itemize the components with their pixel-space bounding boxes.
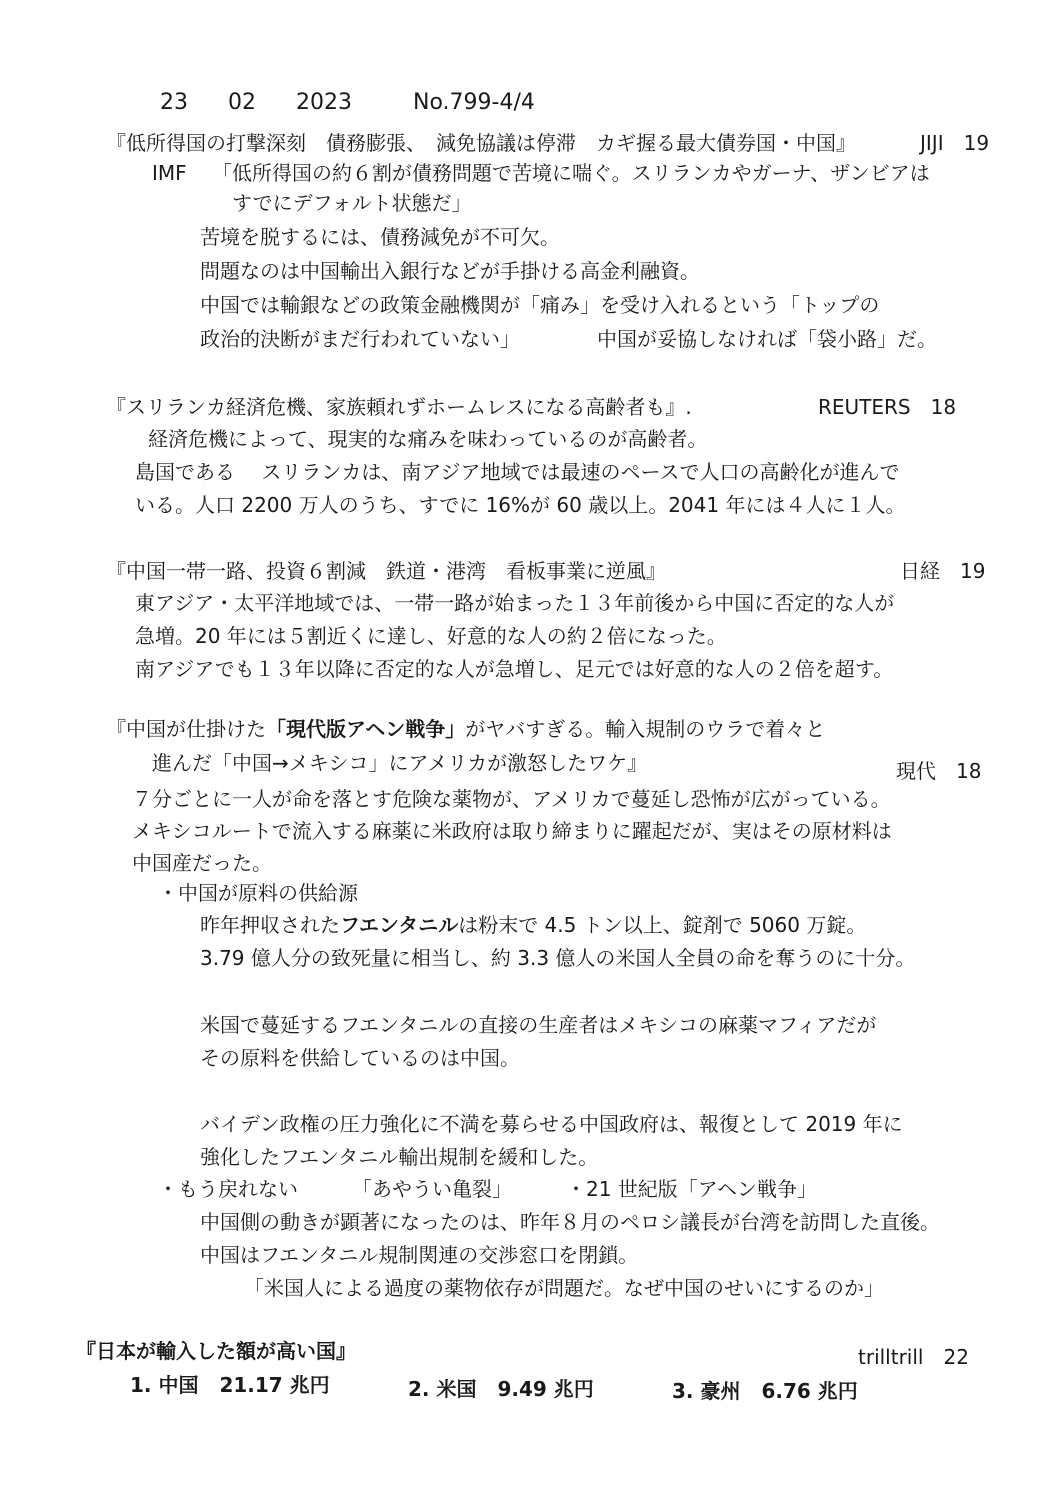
ranking-item-3 [672,1378,858,1404]
article-4-detail-line-1: 中国側の動きが顕著になったのは、昨年８月のペロシ議長が台湾を訪問した直後。 [200,1210,940,1234]
article-3-title: 『中国一帯一路、投資６割減 鉄道・港湾 看板事業に逆風』 [106,559,666,583]
article-4-fentanyl-line-6: 強化したフエンタニル輸出規制を緩和した。 [200,1145,599,1169]
ranking-amount: 21.17 兆円 [219,1373,330,1397]
article-4-title-part-c: がヤバすぎる。輸入規制のウラで着々と [465,717,826,741]
article-5-title: 『日本が輸入した額が高い国』 [76,1339,356,1363]
article-4-fentanyl-line-5: バイデン政権の圧力強化に不満を募らせる中国政府は、報復として 2019 年に [200,1112,903,1136]
issue-number: No.799-4/4 [413,90,535,115]
article-4-bullet-2b: 「あやうい亀裂」 [352,1177,512,1201]
article-1-para-4a: 政治的決断がまだ行われていない」 [200,327,520,351]
fentanyl-line-1-part-a: 昨年押収された [200,913,340,937]
date-day: 23 [160,90,188,115]
article-4-para-1: ７分ごとに一人が命を落とす危険な薬物が、アメリカで蔓延し恐怖が広がっている。 [132,787,891,811]
article-3-para-3: 南アジアでも１３年以降に否定的な人が急増し、足元では好意的な人の２倍を超す。 [135,657,894,681]
article-4-title-emphasis: 「現代版アヘン戦争」 [266,717,466,741]
date-month: 02 [228,90,256,115]
article-4-para-2: メキシコルートで流入する麻薬に米政府は取り締まりに躍起だが、実はその原材料は [132,819,892,843]
article-3-para-2: 急増。20 年には５割近くに達し、好意的な人の約２倍になった。 [135,624,727,648]
date-year: 2023 [296,90,352,115]
article-4-bullet-2c: ・21 世紀版「アヘン戦争」 [566,1177,818,1201]
article-4-title-line2: 進んだ「中国→メキシコ」にアメリカが激怒したワケ』 [152,751,648,775]
article-1-para-4b: 中国が妥協しなければ「袋小路」だ。 [597,327,937,351]
article-4-fentanyl-line-2: 3.79 億人分の致死量に相当し、約 3.3 億人の米国人全員の命を奪うのに十分。 [200,946,916,970]
ranking-country: 豪州 [700,1379,741,1403]
article-4-fentanyl-line-3: 米国で蔓延するフエンタニルの直接の生産者はメキシコの麻薬マフィアだが [200,1013,877,1037]
article-1-imf-label: IMF [152,161,187,185]
ranking-country: 中国 [158,1373,199,1397]
article-4-fentanyl-line-1 [200,912,866,938]
fentanyl-keyword: フエンタニル [340,913,459,937]
article-4-quote: 「米国人による過度の薬物依存が問題だ。なぜ中国のせいにするのか」 [244,1276,884,1300]
article-4-title-line1 [106,716,825,742]
ranking-item-2 [408,1376,594,1402]
article-1-para-1: 苦境を脱するには、債務減免が不可欠。 [200,225,560,249]
article-1-quote-line2: すでにデフォルト状態だ」 [232,191,472,215]
ranking-rank: 2. [408,1377,430,1401]
article-1-para-2: 問題なのは中国輸出入銀行などが手掛ける高金利融資。 [200,259,700,283]
article-3-source: 日経 19 [900,559,986,583]
article-1-quote-line1: 「低所得国の約６割が債務問題で苦境に喘ぐ。スリランカやガーナ、ザンビアは [212,161,930,185]
article-4-title-part-a: 『中国が仕掛けた [106,717,266,741]
article-1-para-3: 中国では輸銀などの政策金融機関が「痛み」を受け入れるという「トップの [200,293,880,317]
ranking-amount: 9.49 兆円 [497,1377,594,1401]
fentanyl-line-1-part-c: は粉末で 4.5 トン以上、錠剤で 5060 万錠。 [458,913,867,937]
article-2-para-1: 経済危機によって、現実的な痛みを味わっているのが高齢者。 [148,427,708,451]
article-4-bullet-1: ・中国が原料の供給源 [158,881,358,905]
ranking-amount: 6.76 兆円 [761,1379,858,1403]
article-2-para-2: 島国である スリランカは、南アジア地域では最速のペースで人口の高齢化が進んで [135,460,900,484]
article-4-source: 現代 18 [896,759,982,783]
article-1-title: 『低所得国の打撃深刻 債務膨張、 減免協議は停滞 カギ握る最大債券国・中国』 [106,131,856,155]
article-4-fentanyl-line-4: その原料を供給しているのは中国。 [200,1046,520,1070]
article-2-source: REUTERS 18 [818,395,957,419]
article-4-bullet-2a: ・もう戻れない [158,1177,298,1201]
ranking-rank: 3. [672,1379,694,1403]
article-3-para-1: 東アジア・太平洋地域では、一帯一路が始まった１３年前後から中国に否定的な人が [135,591,895,615]
article-2-para-3: いる。人口 2200 万人のうち、すでに 16%が 60 歳以上。2041 年には４人に１人。 [135,493,906,517]
article-4-para-3: 中国産だった。 [132,851,272,875]
article-2-title: 『スリランカ経済危機、家族頼れずホームレスになる高齢者も』. [106,395,692,419]
ranking-country: 米国 [436,1377,477,1401]
article-1-source: JIJI 19 [920,131,990,155]
article-5-source: trilltrill 22 [858,1345,969,1369]
article-4-detail-line-2: 中国はフエンタニル規制関連の交渉窓口を閉鎖。 [200,1243,639,1267]
ranking-item-1 [130,1372,330,1398]
ranking-rank: 1. [130,1373,152,1397]
